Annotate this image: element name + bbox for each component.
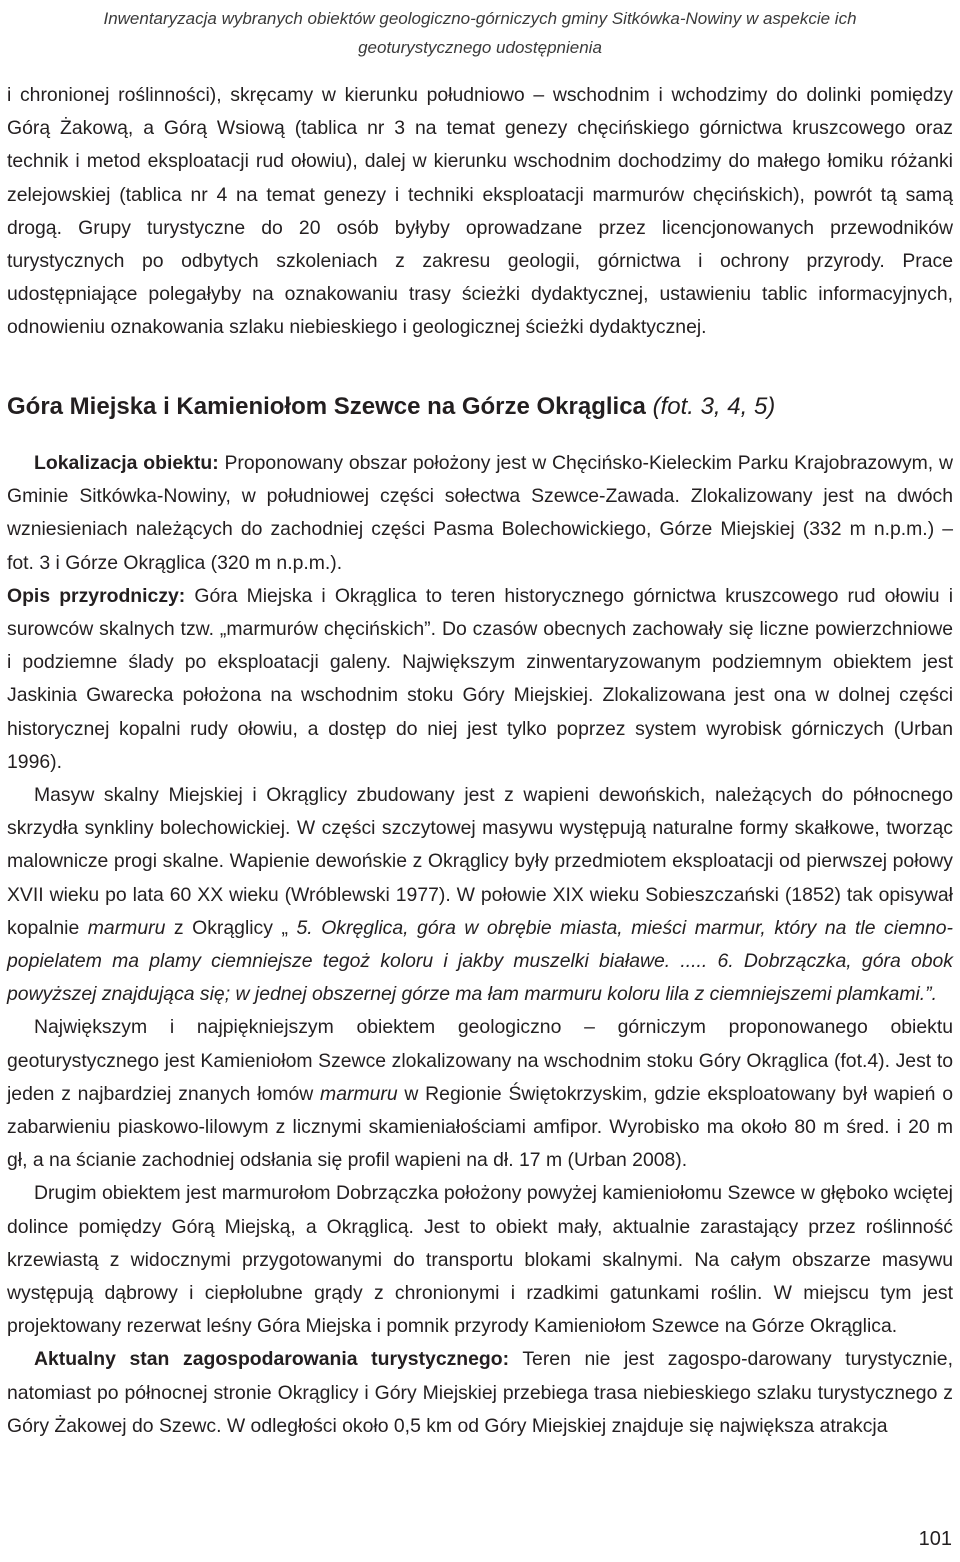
section-photo-ref: (fot. 3, 4, 5) (645, 393, 776, 420)
opis-label: Opis przyrodniczy: (7, 584, 186, 607)
section-title: Góra Miejska i Kamieniołom Szewce na Górze Okrąglica (7, 393, 646, 420)
lokalizacja-label: Lokalizacja obiektu: (34, 452, 219, 474)
section-body (7, 447, 953, 1443)
lokalizacja-paragraph (7, 447, 953, 580)
najwiekszym-b: w Regionie Świętokrzyskim, gdzie eksploatowany był wapień o zabarwieniu piaskowo-lilowym z licznymi skamieniałościami amfipor. Wyrobisko ma około 80 m śred. i 20 m gł, a na ścianie zachodniej odsłania się profil wapieni na dł. 17 m (Urban 2008). (7, 1082, 953, 1172)
opis-paragraph (7, 580, 953, 779)
drugim-paragraph (7, 1177, 953, 1343)
header-line-1: Inwentaryzacja wybranych obiektów geologiczno-górniczych gminy Sitkówka-Nowiny w aspekcie ich (103, 9, 857, 28)
masyw-quote: 5. Okręglica, góra w obrębie miasta, mieści marmur, który na tle ciemno-popielatem ma plamy ciemniejsze tegoż koloru i jakby muszelki białawe. ..... 6. Dobrzączka, góra obok powyższej znajdująca się; w jednej obszernej górze ma łam marmuru koloru lila z ciemniejszemi plamkami.”. (7, 916, 954, 1006)
page-number: 101 (918, 1528, 952, 1550)
aktualny-label: Aktualny stan zagospodarowania turystycznego: (34, 1348, 510, 1371)
najwiekszym-a: Największym i najpiękniejszym obiektem geologiczno – górniczym proponowanego obiektu geoturystycznego jest Kamieniołom Szewce zlokalizowany na wschodnim stoku Góry Okrąglica (fot.4). Jest to jeden z najbardziej znanych łomów (7, 1016, 953, 1105)
masyw-italic-marmuru: marmuru (87, 916, 166, 939)
opis-text: Góra Miejska i Okrąglica to teren historycznego górnictwa kruszcowego rud ołowiu i surowców skalnych tzw. „marmurów chęcińskich”. Do czasów obecnych zachowały się liczne powierzchniowe i podziemne ślady po eksploatacji galeny. Największym zinwentaryzowanym podziemnym obiektem jest Jaskinia Gwarecka położona na wschodnim stoku Góry Miejskiej. Zlokalizowana jest ona w dolnej części historycznej kopalni rudy ołowiu, a dostęp do niej jest tylko poprzez system wyrobisk górniczych (Urban 1996). (7, 584, 954, 773)
intro-paragraph (7, 79, 953, 345)
header-line-2: geoturystycznego udostępnienia (358, 38, 602, 57)
intro-part-a: i chronionej roślinności), skręcamy w kierunku południowo – wschodnim i wchodzimy do dolinki pomiędzy Górą Żakową, a Górą Wsiową (tablica nr 3 na temat genezy chęcińskiego górnictwa kruszcowego oraz technik i metod eksploatacji rud ołowiu), dalej w kierunku wschodnim dochodzimy do małego łomiku różanki zelejowskiej (tablica nr 4 na temat genezy i techniki eksploatacji marmurów chęcińskich), powrót tą samą drogą. (7, 84, 953, 239)
intro-part-c: Prace udostępniające polegałyby na oznakowaniu trasy ścieżki dydaktycznej, ustawieniu tablic informacyjnych, odnowieniu oznakowania szlaku niebieskiego i geologicznej ścieżki dydaktycznej. (7, 250, 953, 339)
masyw-mid: z Okrąglicy „ (165, 916, 288, 939)
lokalizacja-text: Proponowany obszar położony jest w Chęcińsko-Kieleckim Parku Krajobrazowym, w Gminie Sitkówka-Nowiny, w południowej części sołectwa Szewce-Zawada. Zlokalizowany jest na dwóch wzniesieniach należących do zachodniej części Pasma Bolechowickiego, Górze Miejskiej (332 m n.p.m.) – fot. 3 i Górze Okrąglica (320 m n.p.m.). (7, 452, 953, 574)
intro-part-b: Grupy turystyczne do 20 osób byłyby oprowadzane przez licencjonowanych przewodników turystycznych po odbytych szkoleniach z zakresu geologii, górnictwa i ochrony przyrody. (7, 216, 953, 273)
aktualny-paragraph (7, 1343, 953, 1443)
masyw-text: Masyw skalny Miejskiej i Okrąglicy zbudowany jest z wapieni dewońskich, należących do północnego skrzydła synkliny bolechowickiej. W części szczytowej masywu występują naturalne formy skałkowe, tworząc malownicze progi skalne. Wapienie dewońskie z Okrąglicy były przedmiotem eksploatacji od pierwszej połowy XVII wieku po lata 60 XX wieku (Wróblewski 1977). W połowie XIX wieku Sobieszczański (1852) tak opisywał kopalnie (7, 784, 953, 939)
running-header (40, 4, 920, 62)
aktualny-text: Teren nie jest zagospo-darowany turystycznie, natomiast po północnej stronie Okrąglicy i Góry Miejskiej przebiega trasa niebieskiego szlaku turystycznego z Góry Żakowej do Szewc. W odległości około 0,5 km od Góry Miejskiej znajduje się największa atrakcja (7, 1348, 953, 1437)
intro-text (7, 79, 953, 345)
najwiekszym-paragraph (7, 1011, 953, 1177)
najwiekszym-italic: marmuru (320, 1082, 398, 1105)
masyw-paragraph (7, 779, 953, 1011)
section-heading (7, 389, 953, 425)
drugim-text: Drugim obiektem jest marmurołom Dobrzączka położony powyżej kamieniołomu Szewce w głęboko wciętej dolince pomiędzy Górą Miejską, a Okrąglicą. Jest to obiekt mały, aktualnie zarastający przez roślinność krzewiastą z widocznymi przygotowanymi do transportu blokami skalnymi. Na całym obszarze masywu występują dąbrowy i ciepłolubne grądy z chronionymi i rzadkimi gatunkami roślin. W miejscu tym jest projektowany rezerwat leśny Góra Miejska i pomnik przyrody Kamieniołom Szewce na Górze Okrąglica. (7, 1182, 953, 1338)
